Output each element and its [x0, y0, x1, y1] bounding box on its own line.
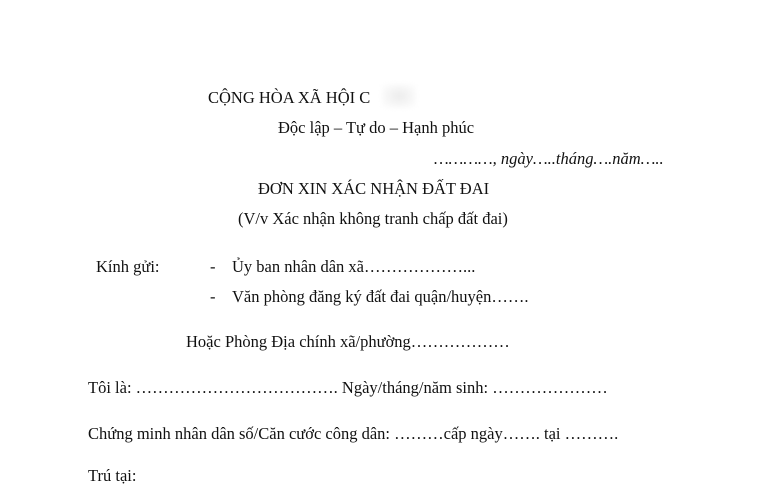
alternative-recipient: Hoặc Phòng Địa chính xã/phường………………: [186, 332, 510, 351]
id-card-field: Chứng minh nhân dân số/Căn cước công dân: ………cấp ngày……. tại ……….: [88, 424, 619, 443]
list-bullet: -: [210, 287, 216, 306]
recipient-label: Kính gửi:: [96, 257, 160, 276]
recipient-item-1: [210, 257, 475, 277]
residence-field: Trú tại:: [88, 466, 137, 485]
national-motto: Độc lập – Tự do – Hạnh phúc: [278, 118, 475, 137]
document-subject: (V/v Xác nhận không tranh chấp đất đai): [238, 209, 508, 228]
country-name: CỘNG HÒA XÃ HỘI C: [208, 88, 371, 107]
recipient-item-text: Văn phòng đăng ký đất đai quận/huyện…….: [232, 287, 529, 306]
document-title: ĐƠN XIN XÁC NHẬN ĐẤT ĐAI: [258, 179, 490, 198]
recipient-item-text: Ủy ban nhân dân xã………………...: [232, 257, 476, 276]
date-line: …………, ngày…..tháng….năm…..: [434, 149, 664, 168]
blurred-text-region: [382, 84, 416, 108]
name-birthdate-field: Tôi là: ………………………………. Ngày/tháng/năm sinh: …………………: [88, 378, 608, 397]
list-bullet: -: [210, 257, 216, 276]
recipient-item-2: [210, 287, 528, 307]
